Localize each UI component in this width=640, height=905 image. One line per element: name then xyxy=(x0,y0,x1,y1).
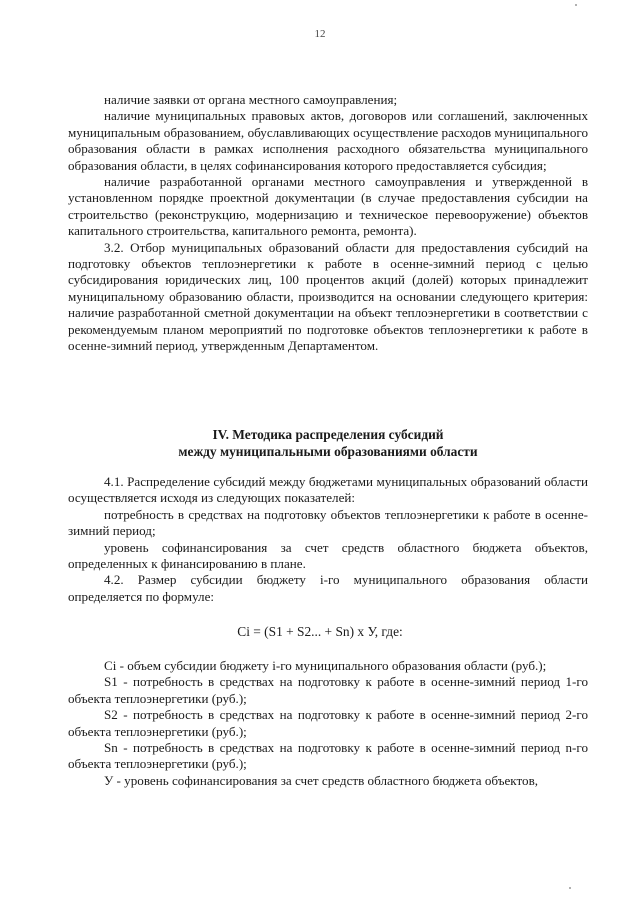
condition-item: наличие разработанной органами местного самоуправления и утвержденной в установленном порядке проектной документации (в случае предоставления субсидии на строительство (реконструкцию, модернизацию и техническое перевооружение) объектов капитального строительства, капитального ремонта, ремонта). xyxy=(68,174,588,239)
definition-item: S2 - потребность в средствах на подготовку к работе в осенне-зимний период 2-го объекта теплоэнергетики (руб.); xyxy=(68,707,588,739)
indicator-item: потребность в средствах на подготовку объектов теплоэнергетики к работе в осенне-зимний период; xyxy=(68,506,588,539)
condition-item: наличие заявки от органа местного самоуправления; xyxy=(104,92,398,107)
indicator-item: уровень софинансирования за счет средств областного бюджета объектов, определенных к финансированию в плане. xyxy=(68,539,588,572)
scan-speck xyxy=(575,4,577,6)
definitions-block xyxy=(68,658,588,789)
section-heading xyxy=(68,426,588,460)
section-heading-line2: между муниципальными образованиями области xyxy=(178,444,478,459)
definition-item: Sn - потребность в средствах на подготовку к работе в осенне-зимний период n-го объекта теплоэнергетики (руб.); xyxy=(68,740,588,772)
page-number: 12 xyxy=(314,28,326,40)
clause-4-2: 4.2. Размер субсидии бюджету i-го муниципального образования области определяется по формуле: xyxy=(68,572,588,604)
section-heading-line1: IV. Методика распределения субсидий xyxy=(212,427,444,442)
clause-3-2: 3.2. Отбор муниципальных образований области для предоставления субсидий на подготовку объектов теплоэнергетики к работе в осенне-зимний период с целью субсидирования юридических лиц, 100 процентов акций (долей) которых принадлежит муниципальному образованию области, производится на основании следующего критерия: наличие разработанной сметной документации на объект теплоэнергетики в соответствии с рекомендуемым планом мероприятий по подготовке объектов теплоэнергетики к работе в осенне-зимний период, утвержденным Департаментом. xyxy=(68,239,588,354)
clause-4-1: 4.1. Распределение субсидий между бюджетами муниципальных образований области осуществляется исходя из следующих показателей: xyxy=(68,474,588,506)
definition-item: Ci - объем субсидии бюджету i-го муниципального образования области (руб.); xyxy=(104,658,547,673)
scan-speck xyxy=(569,887,571,889)
definition-item: S1 - потребность в средствах на подготовку к работе в осенне-зимний период 1-го объекта теплоэнергетики (руб.); xyxy=(68,674,588,706)
conditions-block xyxy=(68,92,588,355)
definition-item: У - уровень софинансирования за счет средств областного бюджета объектов, xyxy=(104,772,539,788)
formula: Ci = (S1 + S2... + Sn) х У, где: xyxy=(237,624,403,639)
methodology-block xyxy=(68,474,588,605)
condition-item: наличие муниципальных правовых актов, договоров или соглашений, заключенных муниципальным образованием, обуславливающих осуществление расходов муниципального образования области в рамках исполнения расходного обязательства муниципального образования области, в целях софинансирования которого предоставляется субсидия; xyxy=(68,108,588,173)
